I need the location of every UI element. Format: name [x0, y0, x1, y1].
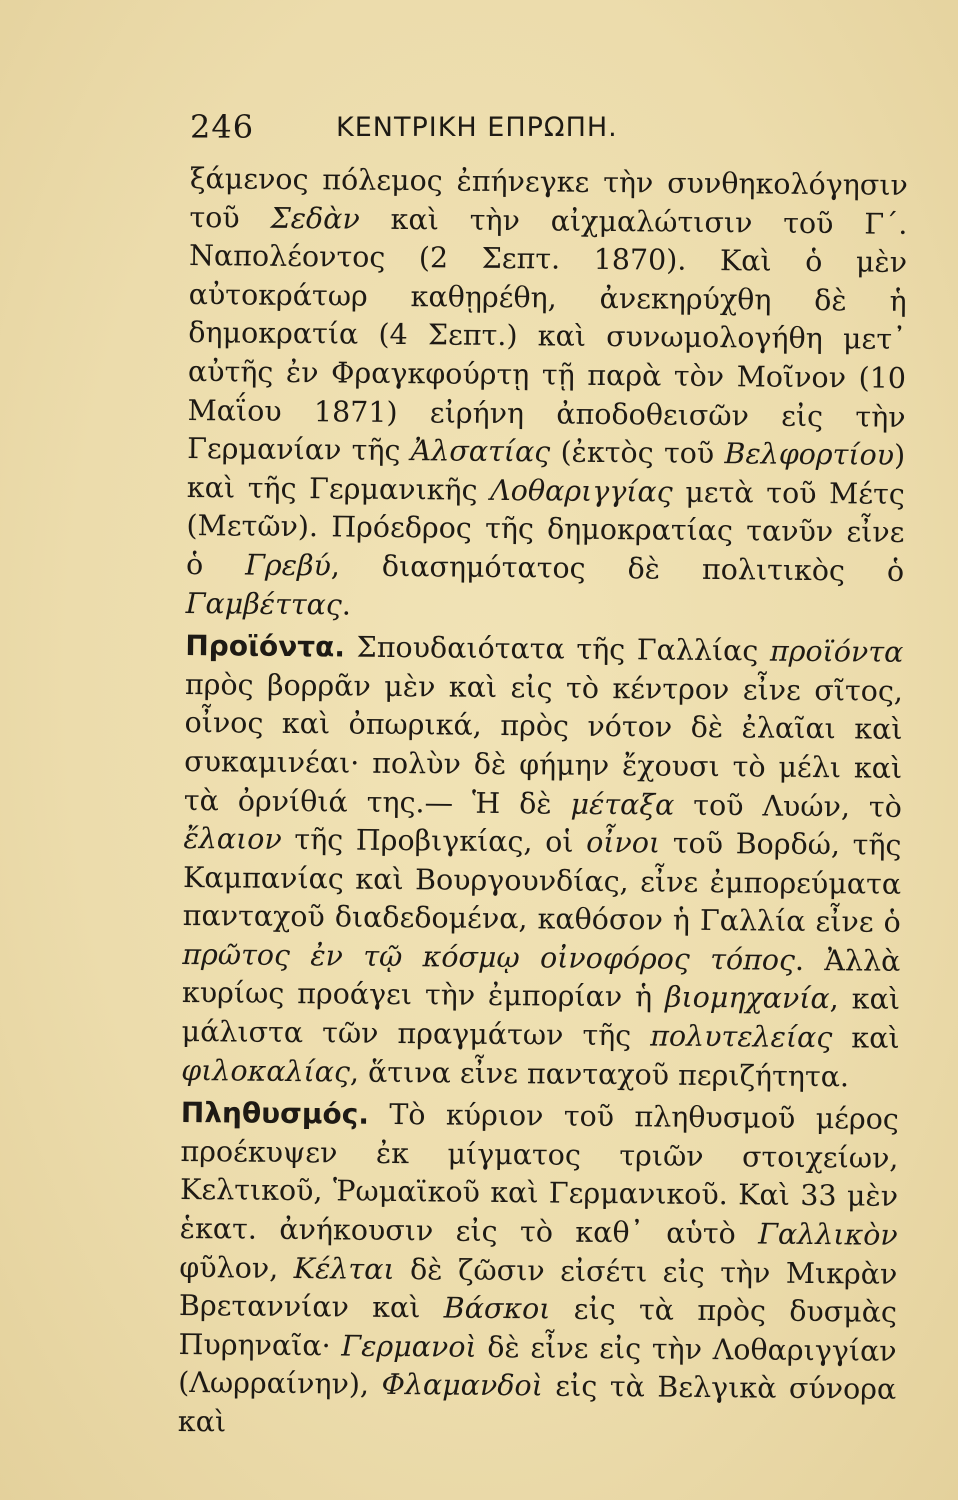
page-number: 246 — [190, 108, 255, 146]
page-body — [178, 160, 908, 1448]
paragraph-products: Προϊόντα. Σπουδαιότατα τῆς Γαλλίας προϊόντα πρὸς βορρᾶν μὲν καὶ εἰς τὸ κέντρον εἶνε σῖτος, οἶνος καὶ ὀπωρικά, πρὸς νότον δὲ ἐλαῖαι καὶ συκαμινέαι· πολὺν δὲ φήμην ἔχουσι τὸ μέλι καὶ τὰ ὀρνίθιά της.— Ἡ δὲ μέταξα τοῦ Λυών, τὸ ἔλαιον τῆς Προβιγκίας, οἱ οἶνοι τοῦ Βορδώ, τῆς Καμπανίας καὶ Βουργουνδίας, εἶνε ἐμπορεύματα πανταχοῦ διαδεδομένα, καθόσον ἡ Γαλλία εἶνε ὁ πρῶτος ἐν τῷ κόσμῳ οἰνοφόρος τόπος. Ἀλλὰ κυρίως προάγει τὴν ἐμπορίαν ἡ βιομηχανία, καὶ μάλιστα τῶν πραγμάτων τῆς πολυτελείας καὶ φιλοκαλίας, ἅτινα εἶνε πανταχοῦ περιζήτητα. — [181, 629, 904, 1094]
section-heading-products: Προϊόντα. — [185, 629, 346, 664]
running-title: ΚΕΝΤΡΙΚΗ ΕΠΡΩΠΗ. — [336, 112, 618, 143]
page-header — [190, 108, 910, 152]
section-heading-population: Πληθυσμός. — [180, 1096, 370, 1132]
paragraph-war-outcome: ξάμενος πόλεμος ἐπήνεγκε τὴν συνθηκολόγησιν τοῦ Σεδὰν καὶ τὴν αἰχμαλώτισιν τοῦ Γ΄. Ναπολέοντος (2 Σεπτ. 1870). Καὶ ὁ μὲν αὐτοκράτωρ καθῃρέθη, ἀνεκηρύχθη δὲ ἡ δημοκρατία (4 Σεπτ.) καὶ συνωμολογήθη μετ᾽ αὐτῆς ἐν Φραγκφούρτῃ τῇ παρὰ τὸν Μοῖνον (10 Μαΐου 1871) εἰρήνη ἀποδοθεισῶν εἰς τὴν Γερμανίαν τῆς Ἀλσατίας (ἐκτὸς τοῦ Βελφορτίου) καὶ τῆς Γερμανικῆς Λοθαριγγίας μετὰ τοῦ Μέτς (Μετῶν). Πρόεδρος τῆς δημοκρατίας τανῦν εἶνε ὁ Γρεβύ, διασημότατος δὲ πολιτικὸς ὁ Γαμβέττας. — [185, 161, 908, 622]
paragraph-population: Πληθυσμός. Τὸ κύριον τοῦ πληθυσμοῦ μέρος προέκυψεν ἐκ μίγματος τριῶν στοιχείων, Κελτικοῦ, Ῥωμαϊκοῦ καὶ Γερμανικοῦ. Καὶ 33 μὲν ἑκατ. ἀνήκουσιν εἰς τὸ καθ᾽ αὑτὸ Γαλλικὸν φῦλον, Κέλται δὲ ζῶσιν εἰσέτι εἰς τὴν Μικρὰν Βρεταννίαν καὶ Βάσκοι εἰς τὰ πρὸς δυσμὰς Πυρηναῖα· Γερμανοὶ δὲ εἶνε εἰς τὴν Λοθαριγγίαν (Λωρραίνην), Φλαμανδοὶ εἰς τὰ Βελγικὰ σύνορα καὶ — [177, 1096, 899, 1439]
